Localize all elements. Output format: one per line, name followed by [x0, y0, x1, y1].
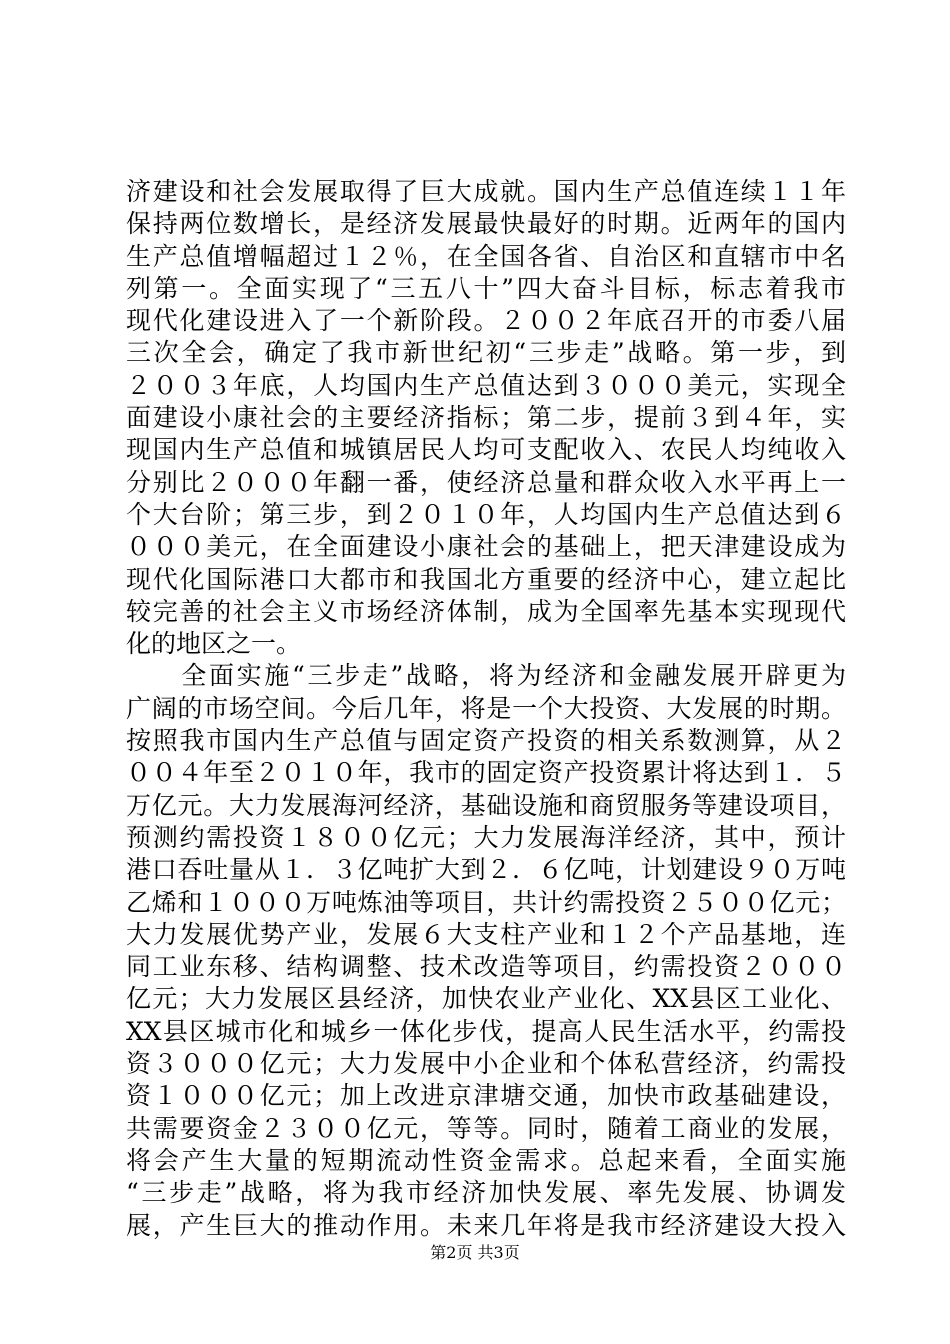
- text-line: 个大台阶；第三步，到２０１０年，人均国内生产总值达到６: [126, 499, 846, 529]
- text-line: ００４年至２０１０年，我市的固定资产投资累计将达到１．５: [126, 758, 846, 788]
- text-line: 面建设小康社会的主要经济指标；第二步，提前３到４年，实: [126, 403, 846, 433]
- text-line: 亿元；大力发展区县经济，加快农业产业化、XX县区工业化、: [126, 984, 846, 1014]
- text-line: 列第一。全面实现了“三五八十”四大奋斗目标，标志着我市: [126, 273, 846, 303]
- text-line: 生产总值增幅超过１２％，在全国各省、自治区和直辖市中名: [126, 241, 846, 271]
- text-line: 现代化国际港口大都市和我国北方重要的经济中心，建立起比: [126, 564, 846, 594]
- text-line: ０００美元，在全面建设小康社会的基础上，把天津建设成为: [126, 532, 846, 562]
- text-line: 共需要资金２３００亿元，等等。同时，随着工商业的发展，: [126, 1113, 846, 1143]
- text-line: 展，产生巨大的推动作用。未来几年将是我市经济建设大投入: [126, 1210, 846, 1240]
- text-line: 大力发展优势产业，发展６大支柱产业和１２个产品基地，连: [126, 919, 846, 949]
- text-line: 全面实施“三步走”战略，将为经济和金融发展开辟更为: [126, 661, 846, 691]
- text-line: “三步走”战略，将为我市经济加快发展、率先发展、协调发: [126, 1178, 846, 1208]
- text-line: 现国内生产总值和城镇居民人均可支配收入、农民人均纯收入: [126, 435, 846, 465]
- paragraph: [126, 660, 846, 1241]
- text-line: 港口吞吐量从１．３亿吨扩大到２．６亿吨，计划建设９０万吨: [126, 855, 846, 885]
- paragraph: [126, 176, 846, 660]
- text-line: ２００３年底，人均国内生产总值达到３０００美元，实现全: [126, 370, 846, 400]
- text-line: 广阔的市场空间。今后几年，将是一个大投资、大发展的时期。: [126, 693, 846, 723]
- text-line: 将会产生大量的短期流动性资金需求。总起来看，全面实施: [126, 1145, 846, 1175]
- text-line: 同工业东移、结构调整、技术改造等项目，约需投资２０００: [126, 952, 846, 982]
- text-line: 保持两位数增长，是经济发展最快最好的时期。近两年的国内: [126, 209, 846, 239]
- text-line: 济建设和社会发展取得了巨大成就。国内生产总值连续１１年: [126, 177, 846, 206]
- text-line: 分别比２０００年翻一番，使经济总量和群众收入水平再上一: [126, 467, 846, 497]
- text-line: 万亿元。大力发展海河经济，基础设施和商贸服务等建设项目，: [126, 790, 846, 820]
- text-line: 按照我市国内生产总值与固定资产投资的相关系数测算，从２: [126, 726, 846, 756]
- text-line: 预测约需投资１８００亿元；大力发展海洋经济，其中，预计: [126, 822, 846, 852]
- text-line: 资３０００亿元；大力发展中小企业和个体私营经济，约需投: [126, 1049, 846, 1079]
- text-line: 资１０００亿元；加上改进京津塘交通，加快市政基础建设，: [126, 1081, 846, 1111]
- text-line: 化的地区之一。: [126, 629, 302, 659]
- text-line: 现代化建设进入了一个新阶段。２００２年底召开的市委八届: [126, 306, 846, 336]
- text-line: 三次全会，确定了我市新世纪初“三步走”战略。第一步，到: [126, 338, 846, 368]
- page-footer: 第2页 共3页: [430, 1243, 520, 1262]
- text-line: 乙烯和１０００万吨炼油等项目，共计约需投资２５００亿元；: [126, 887, 846, 917]
- text-line: XX县区城市化和城乡一体化步伐，提高人民生活水平，约需投: [126, 1016, 846, 1046]
- body-text: [126, 176, 846, 1242]
- text-line: 较完善的社会主义市场经济体制，成为全国率先基本实现现代: [126, 596, 846, 626]
